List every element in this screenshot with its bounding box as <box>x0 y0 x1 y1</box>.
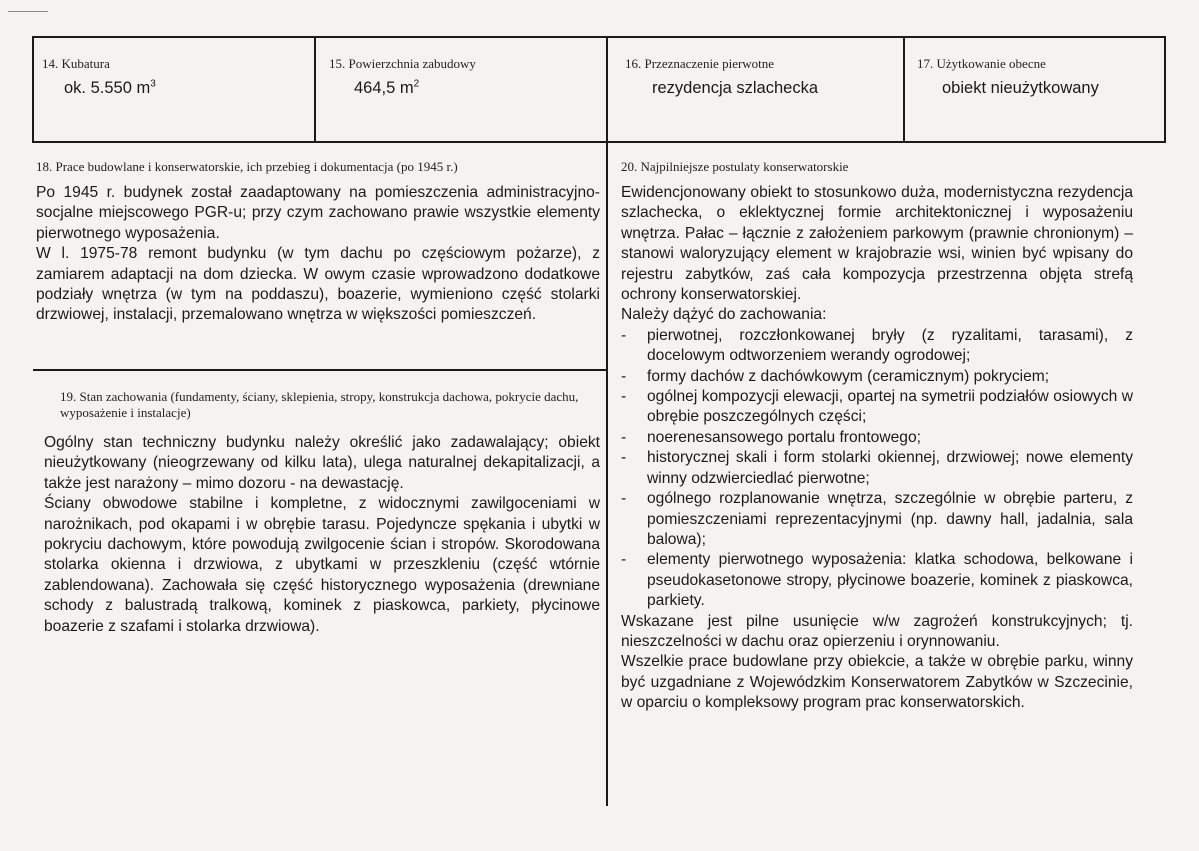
list-item <box>621 326 1133 367</box>
list-item <box>621 550 1133 611</box>
list-bullet: - <box>621 449 627 467</box>
field-18-paragraph: W l. 1975-78 remont budynku (w tym dachu po częściowym pożarze), z zamiarem adaptacji na dom dziecka. W owym czasie wprowadzono dodatkowe podziały wnętrza (w tym na poddaszu), boazerie, wymieniono część stolarki drzwiowej, instalacji, przemalowano wnętrza w większości pomieszczeń. <box>36 245 600 324</box>
field-20-label: 20. Najpilniejsze postulaty konserwatorskie <box>621 159 849 174</box>
field-16-label: 16. Przeznaczenie pierwotne <box>625 56 775 71</box>
list-bullet: - <box>621 326 627 344</box>
list-bullet: - <box>621 428 627 446</box>
field-18-label: 18. Prace budowlane i konserwatorskie, ich przebieg i dokumentacja (po 1945 r.) <box>36 159 458 174</box>
list-item <box>621 448 1133 489</box>
header-row-border <box>33 141 1166 143</box>
field-19-text <box>44 433 600 637</box>
list-item <box>621 367 1133 387</box>
main-divider <box>606 36 608 806</box>
list-bullet: - <box>621 367 627 385</box>
field-18-paragraph: Po 1945 r. budynek został zaadaptowany na pomieszczenia administracyjno-socjalne miejscowego PGR-u; przy czym zachowano prawie wszystkie elementy pierwotnego wyposażenia. <box>36 184 600 242</box>
field-19-label: 19. Stan zachowania (fundamenty, ściany, sklepienia, stropy, konstrukcja dachowa, pokrycie dachu, wyposażenie i instalacje) <box>60 389 579 420</box>
field-19-paragraph: Ogólny stan techniczny budynku należy określić jako zadawalający; obiekt nieużytkowany (nieogrzewany od kilku lata), ulega naturalnej dekapitalizacji, a także jest narażony – mimo dozoru - na dewastację. <box>44 434 600 492</box>
field-19-paragraph: Ściany obwodowe stabilne i kompletne, z widocznymi zawilgoceniami w narożnikach, pod okapami i w obrębie tarasu. Pojedyncze spękania i ubytki w pokryciu dachowym, które powodują zwilgocenie ścian i stropów. Skorodowana stolarka okienna i drzwiowa, z ubytkami w przeszkleniu (część wtórnie zablendowana). Zachowała się część historycznego wyposażenia (drewniane schody z balustradą tralkową, kominek z piaskowca, parkiety, płycinowe boazerie z szafami i stolarka drzwiowa). <box>44 495 600 635</box>
field-17-value: obiekt nieużytkowany <box>942 79 1099 97</box>
field-17-label: 17. Użytkowanie obecne <box>917 56 1046 71</box>
field-20-outro-paragraph: Wskazane jest pilne usunięcie w/w zagrożeń konstrukcyjnych; tj. nieszczelności w dachu oraz opierzeniu i orynnowaniu. <box>621 612 1133 650</box>
table-top-border <box>33 36 1166 38</box>
field-20-intro-paragraph: Należy dążyć do zachowania: <box>621 306 827 324</box>
list-item-text: ogólnej kompozycji elewacji, opartej na symetrii podziałów osiowych w obrębie poszczególnych części; <box>647 388 1133 426</box>
field-20-text <box>621 183 1133 714</box>
list-item-text: ogólnego rozplanowanie wnętrza, szczególnie w obrębie parteru, z pomieszczeniami reprezentacyjnymi (np. dawny hall, jadalnia, sala balowa); <box>647 490 1133 548</box>
list-item <box>621 489 1133 550</box>
field-15-label: 15. Powierzchnia zabudowy <box>329 56 476 71</box>
table-left-border <box>32 36 34 143</box>
list-item-text: pierwotnej, rozczłonkowanej bryły (z ryzalitami, tarasami), z docelowym odtworzeniem werandy ogrodowej; <box>647 326 1133 365</box>
conservation-postulates-list <box>621 326 1133 612</box>
list-item-text: formy dachów z dachówkowym (ceramicznym) pokryciem; <box>647 367 1050 385</box>
table-right-border <box>1164 36 1166 143</box>
list-item <box>621 387 1133 428</box>
field-14-value-text: ok. 5.550 m <box>64 79 151 97</box>
header-divider-3 <box>903 36 905 143</box>
field-15-unit-exponent: 2 <box>413 78 420 90</box>
list-item <box>621 428 1133 448</box>
list-bullet: - <box>621 551 627 569</box>
list-bullet: - <box>621 388 627 406</box>
list-item-text: noerenesansowego portalu frontowego; <box>647 428 921 446</box>
list-bullet: - <box>621 490 627 508</box>
field-16-value: rezydencja szlachecka <box>652 79 818 97</box>
field-14-label: 14. Kubatura <box>42 56 110 71</box>
list-item-text: elementy pierwotnego wyposażenia: klatka schodowa, belkowane i pseudokasetonowe stropy, płycinowe boazerie, kominek z piaskowca, parkiety. <box>647 551 1133 610</box>
field-14-unit-exponent: 3 <box>150 78 156 90</box>
field-15-value-text: 464,5 m <box>354 79 414 97</box>
header-divider-1 <box>314 36 316 143</box>
field-15-value <box>354 79 419 98</box>
field-18-text <box>36 183 600 326</box>
field-20-outro-paragraph: Wszelkie prace budowlane przy obiekcie, a także w obrębie parku, winny być uzgadniane z Wojewódzkim Konserwatorem Zabytków w Szczecinie, w oparciu o kompleksowy program prac konserwatorskich. <box>621 653 1133 712</box>
scan-mark <box>8 11 48 12</box>
field-14-value <box>64 79 156 98</box>
list-item-text: historycznej skali i form stolarki okiennej, drzwiowej; nowe elementy winny odzwierciedlać pierwotne; <box>647 449 1133 487</box>
field-18-19-border <box>33 369 607 371</box>
field-20-intro-paragraph: Ewidencjonowany obiekt to stosunkowo duża, modernistyczna rezydencja szlachecka, o eklektycznej formie architektonicznej i wyposażeniu wnętrza. Pałac – łącznie z założeniem parkowym (prawnie chronionym) – stanowi waloryzujący element w krajobrazie wsi, winien być wpisany do rejestru zabytków, zaś cała kompozycja przestrzenna objęta strefą ochrony konserwatorskiej. <box>621 184 1133 304</box>
